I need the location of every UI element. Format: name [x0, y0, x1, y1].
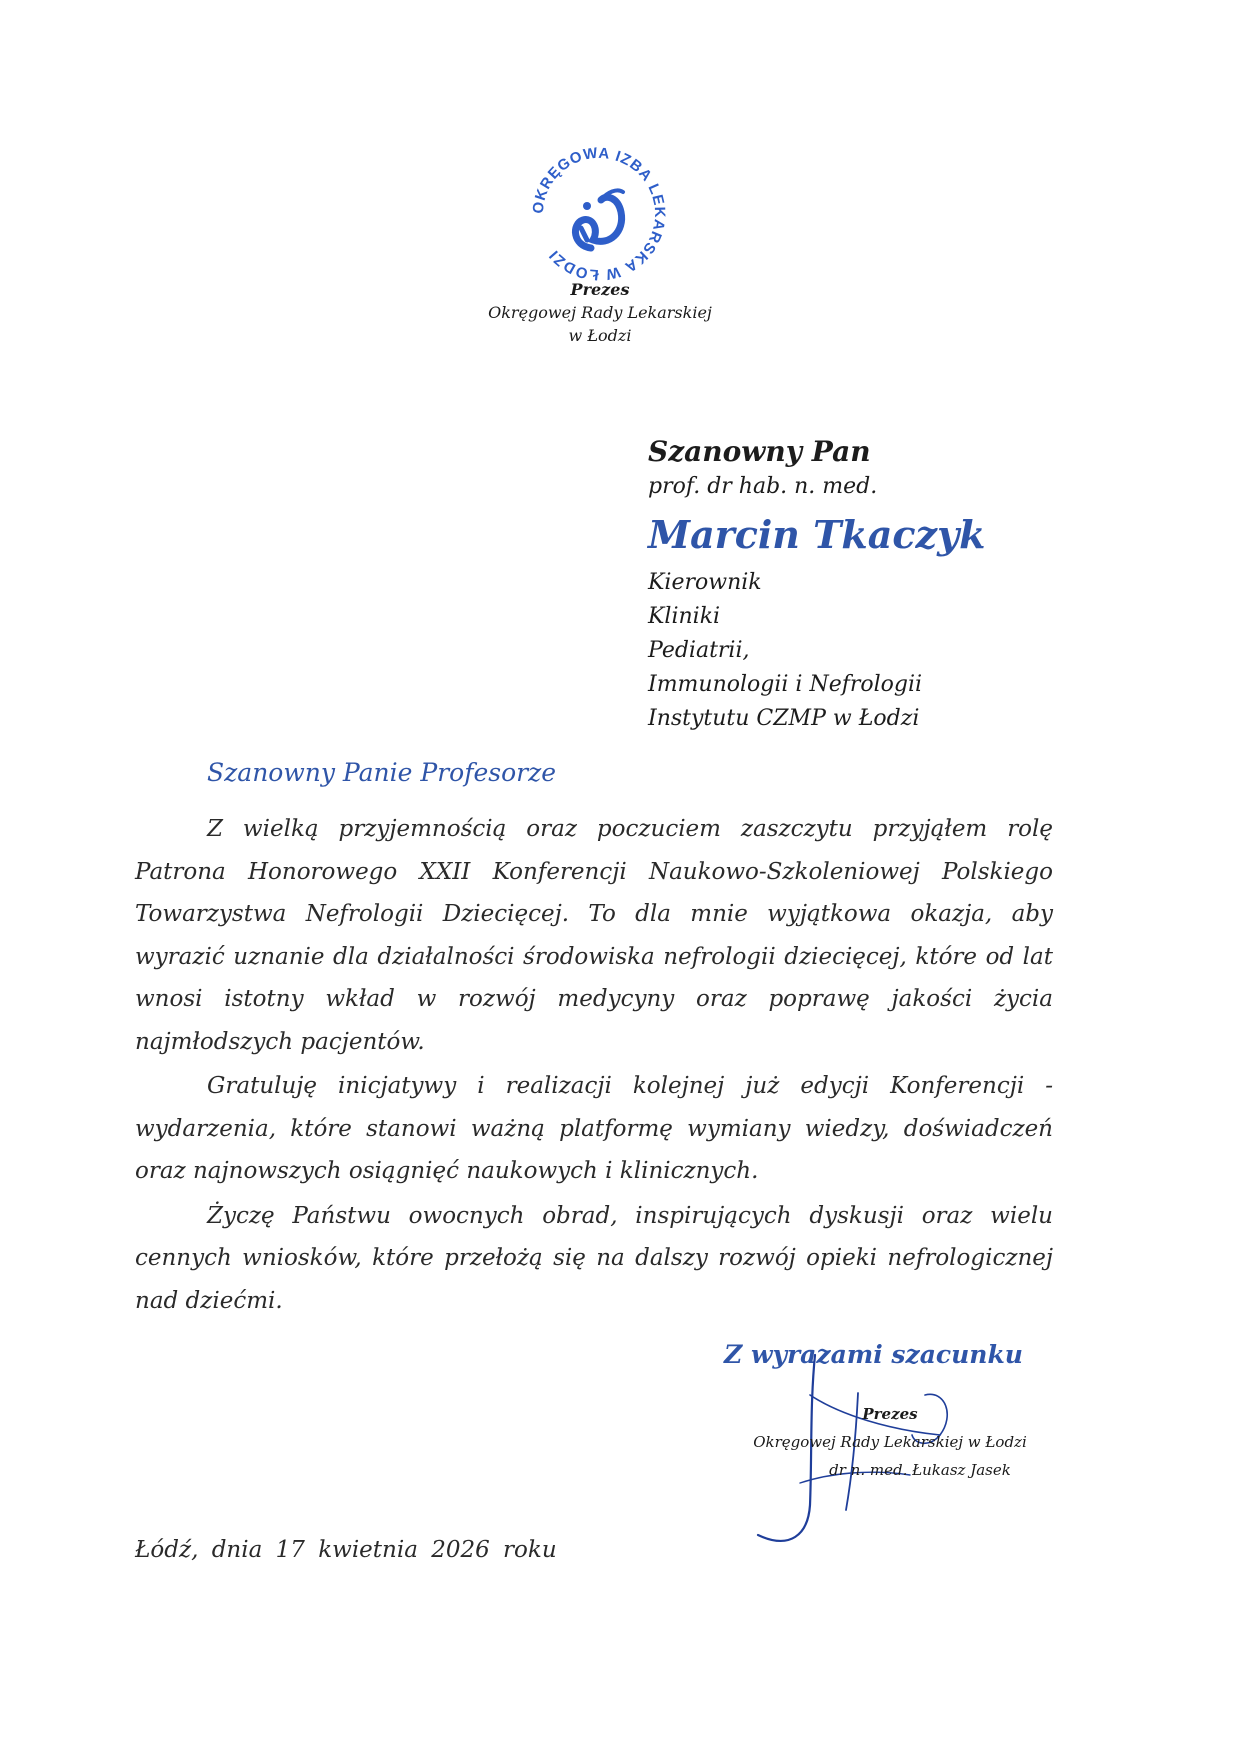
- place-and-date: Łódź, dnia 17 kwietnia 2026 roku: [135, 1537, 557, 1563]
- role-word-1: Kierownik: [648, 570, 762, 595]
- letter-body: [135, 808, 1053, 1324]
- issuer-heading: [440, 278, 760, 347]
- role-word-2: Kliniki: [648, 604, 721, 629]
- body-paragraph: Życzę Państwu owocnych obrad, inspirujących dyskusji oraz wielu cennych wniosków, które przełożą się na dalszy rozwój opieki nefrologicznej nad dziećmi.: [135, 1202, 1053, 1314]
- addressee-academic-title: prof. dr hab. n. med.: [648, 474, 878, 499]
- body-paragraph: Gratuluję inicjatywy i realizacji kolejnej już edycji Konferencji - wydarzenia, które stanowi ważną platformę wymiany wiedzy, doświadczeń oraz najnowszych osiągnięć naukowych i klinicznych.: [135, 1073, 1053, 1184]
- addressee-name: Marcin Tkaczyk: [648, 512, 986, 557]
- seal-ring-text: OKRĘGOWA IZBA LEKARSKA W ŁODZI: [529, 144, 669, 284]
- signer-organization: Okręgowej Rady Lekarskiej w Łodzi: [753, 1433, 1027, 1451]
- issuer-title: Prezes: [570, 280, 630, 299]
- signature-block: [700, 1400, 1080, 1484]
- addressee-salutation: Szanowny Pan: [648, 435, 871, 468]
- addressee-role: [648, 566, 1068, 736]
- addressee-role-line-3: Instytutu CZMP w Łodzi: [648, 706, 920, 731]
- addressee-role-line-1: [648, 566, 1053, 668]
- letter-greeting: Szanowny Panie Profesorze: [207, 758, 557, 787]
- body-paragraph: Z wielką przyjemnością oraz poczuciem zaszczytu przyjąłem rolę Patrona Honorowego XXII Konferencji Naukowo-Szkoleniowej Polskiego Towarzystwa Nefrologii Dziecięcej. To dla mnie wyjątkowa okazja, aby wyrazić uznanie dla działalności środowiska nefrologii dziecięcej, które od lat wnosi istotny wkład w rozwój medycyny oraz poprawę jakości życia najmłodszych pacjentów.: [135, 816, 1053, 1055]
- signer-title: Prezes: [862, 1405, 918, 1423]
- addressee-role-line-2: Immunologii i Nefrologii: [648, 672, 923, 697]
- issuer-organization: Okręgowej Rady Lekarskiej: [488, 303, 712, 322]
- role-word-3: Pediatrii,: [648, 638, 750, 663]
- signer-name: dr n. med. Łukasz Jasek: [829, 1461, 1011, 1479]
- letter-closing: Z wyrazami szacunku: [724, 1340, 1023, 1369]
- addressee-block: [648, 434, 1068, 736]
- issuer-city: w Łodzi: [568, 326, 632, 345]
- chamber-seal-logo: [521, 136, 677, 292]
